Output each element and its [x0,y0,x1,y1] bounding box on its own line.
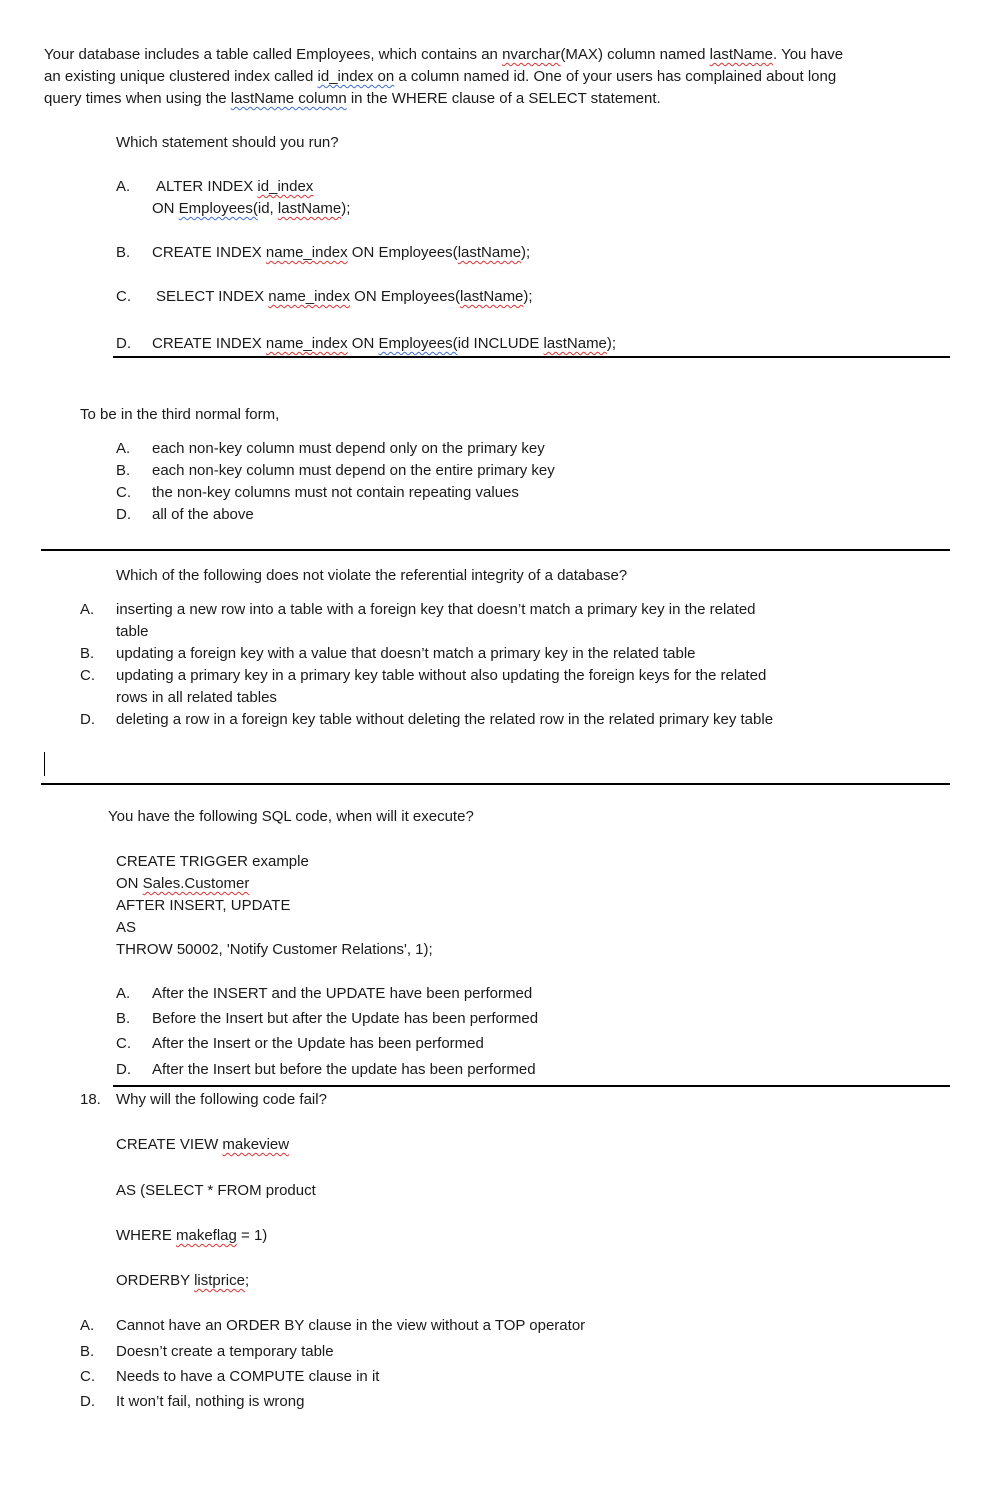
q1-option-d-label: D. [116,335,131,352]
q4-option-d-text: After the Insert but before the update has been performed [152,1061,536,1078]
q1-option-c-text: SELECT INDEX name_index ON Employees(lastName); [156,288,533,305]
q5-code-line-4: ORDERBY listprice; [116,1272,250,1289]
divider-2 [41,549,950,551]
q3-option-a-line-2: table [116,623,149,640]
q5-option-d-text: It won’t fail, nothing is wrong [116,1393,305,1410]
q1-option-b-label: B. [116,244,131,261]
q3-option-c-line-2: rows in all related tables [116,689,277,706]
q2-option-c-label: C. [116,484,131,501]
q3-option-d-label: D. [80,711,95,728]
q3-option-a-label: A. [80,601,95,618]
q5-number: 18. [80,1091,101,1108]
q3-option-d-line-1: deleting a row in a foreign key table without deleting the related row in the related primary key table [116,711,774,728]
q1-option-c-label: C. [116,288,131,305]
q2-option-a-label: A. [116,440,131,457]
q1-option-d-text: CREATE INDEX name_index ON Employees(id INCLUDE lastName); [152,335,617,352]
q4-option-a-text: After the INSERT and the UPDATE have been performed [152,985,533,1002]
q4-code-line-3: AFTER INSERT, UPDATE [116,897,291,914]
q4-option-b-text: Before the Insert but after the Update has been performed [152,1010,539,1027]
q5-code-line-2: AS (SELECT * FROM product [116,1182,316,1199]
q3-option-c-label: C. [80,667,95,684]
q4-option-d-label: D. [116,1061,131,1078]
q2-option-b-text: each non-key column must depend on the entire primary key [152,462,555,479]
q1-option-a-label: A. [116,178,131,195]
q5-option-b-label: B. [80,1343,95,1360]
q2-option-c-text: the non-key columns must not contain repeating values [152,484,519,501]
q4-question: You have the following SQL code, when will it execute? [108,808,474,825]
q2-option-a-text: each non-key column must depend only on the primary key [152,440,545,457]
q2-option-d-text: all of the above [152,506,254,523]
q4-code-line-1: CREATE TRIGGER example [116,853,309,870]
intro-line-2: an existing unique clustered index called id_index on a column named id. One of your users has complained about long [44,68,837,85]
q5-option-b-text: Doesn’t create a temporary table [116,1343,334,1360]
q5-code-line-3: WHERE makeflag = 1) [116,1227,268,1244]
q5-option-d-label: D. [80,1393,95,1410]
q5-code-line-1: CREATE VIEW makeview [116,1136,290,1153]
q2-option-d-label: D. [116,506,131,523]
q5-option-a-text: Cannot have an ORDER BY clause in the view without a TOP operator [116,1317,586,1334]
q4-option-c-text: After the Insert or the Update has been performed [152,1035,484,1052]
q4-option-a-label: A. [116,985,131,1002]
divider-4 [113,1085,950,1087]
q3-option-c-line-1: updating a primary key in a primary key table without also updating the foreign keys for the related [116,667,767,684]
divider-3 [41,783,950,785]
q2-question: To be in the third normal form, [80,406,280,423]
q3-option-b-line-1: updating a foreign key with a value that doesn’t match a primary key in the related table [116,645,696,662]
text-cursor [44,752,45,776]
divider-1 [113,356,950,358]
q1-option-a-line-2: ON Employees(id, lastName); [152,200,351,217]
q1-question: Which statement should you run? [116,134,339,151]
q5-question: Why will the following code fail? [116,1091,327,1108]
intro-line-1: Your database includes a table called Employees, which contains an nvarchar(MAX) column named lastName. You have [44,46,844,63]
q4-code-line-4: AS [116,919,137,936]
q4-option-b-label: B. [116,1010,131,1027]
q2-option-b-label: B. [116,462,131,479]
q3-question: Which of the following does not violate the referential integrity of a database? [116,567,628,584]
q1-option-a-line-1: ALTER INDEX id_index [156,178,314,195]
q5-option-c-label: C. [80,1368,95,1385]
q5-option-c-text: Needs to have a COMPUTE clause in it [116,1368,380,1385]
intro-line-3: query times when using the lastName column in the WHERE clause of a SELECT statement. [44,90,661,107]
q3-option-a-line-1: inserting a new row into a table with a foreign key that doesn’t match a primary key in the related [116,601,756,618]
q4-code-line-2: ON Sales.Customer [116,875,250,892]
q5-option-a-label: A. [80,1317,95,1334]
q1-option-b-text: CREATE INDEX name_index ON Employees(lastName); [152,244,531,261]
q3-option-b-label: B. [80,645,95,662]
q4-option-c-label: C. [116,1035,131,1052]
q4-code-line-5: THROW 50002, 'Notify Customer Relations', 1); [116,941,433,958]
